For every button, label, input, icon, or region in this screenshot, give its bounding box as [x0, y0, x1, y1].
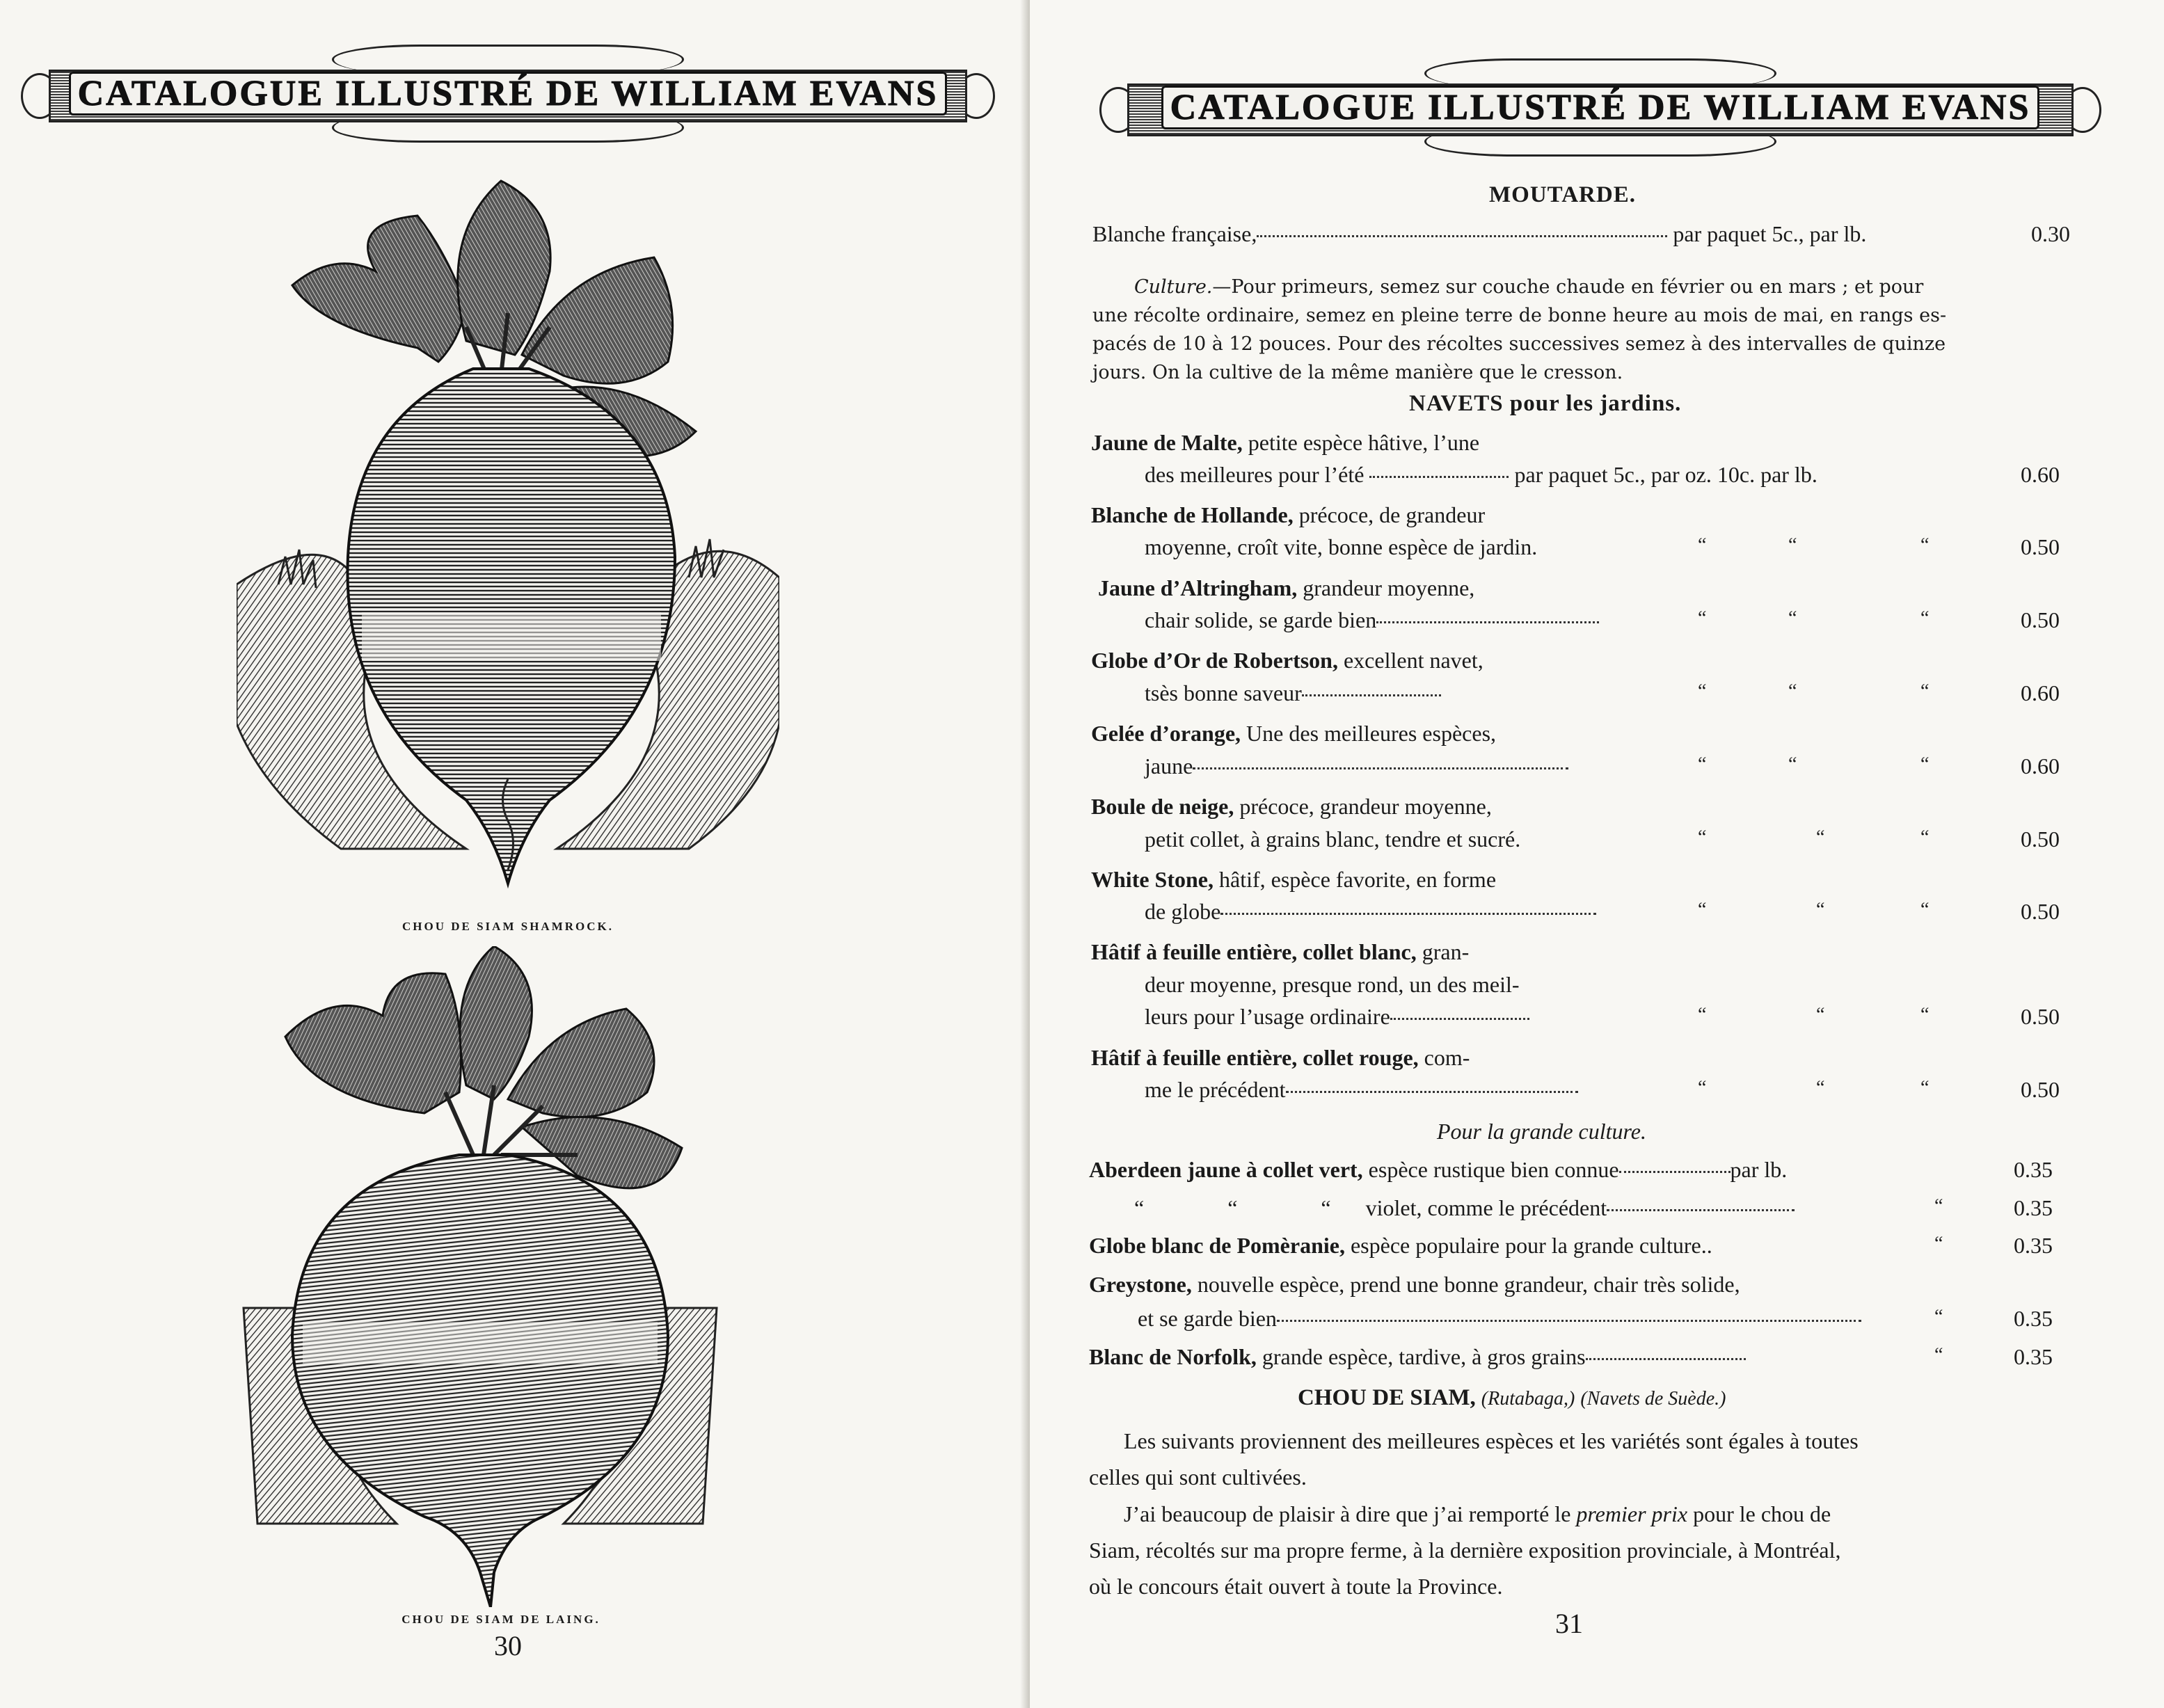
heading-navets: NAVETS pour les jardins.	[1409, 391, 1682, 416]
ditto-mark: “	[1934, 1195, 1943, 1217]
gc-item-detail: et se garde bien	[1138, 1306, 1861, 1332]
price-hatif-collet-rouge: 0.50	[2021, 1077, 2060, 1102]
navet-item-globe-d-or-de-robertson: Globe d’Or de Robertson, excellent navet,	[1091, 648, 1483, 673]
chou-de-siam-paragraph-2: J’ai beaucoup de plaisir à dire que j’ai remporté le premier prix pour le chou de Siam, récoltés sur ma propre ferme, à la dernière exposition provinciale, à Montréal, où le concours était ouvert à toute la Province.	[1089, 1501, 1841, 1599]
price-greystone: 0.35	[2014, 1306, 2053, 1331]
heading-moutarde: MOUTARDE.	[1489, 182, 1636, 207]
navet-item-hatif-collet-blanc: Hâtif à feuille entière, collet blanc, gran-	[1091, 939, 1470, 964]
ditto-mark: “	[1920, 680, 1930, 702]
gc-item-aberdeen-jaune: Aberdeen jaune à collet vert, espèce rustique bien connue par lb.	[1089, 1157, 1788, 1182]
navet-item-boule-de-neige: Boule de neige, précoce, grandeur moyenne,	[1091, 794, 1492, 819]
ditto-mark: “	[1920, 1077, 1930, 1099]
item-name: Blanche française,	[1092, 221, 1257, 246]
ditto-mark: “	[1698, 827, 1707, 848]
navet-item-detail: jaune	[1145, 753, 1568, 779]
price-boule-de-neige: 0.50	[2021, 827, 2060, 852]
culture-line-2: une récolte ordinaire, semez en pleine terre de bonne heure au mois de mai, en rangs es-	[1092, 305, 1947, 326]
ditto-mark: “	[1698, 753, 1707, 775]
navet-item-detail: moyenne, croît vite, bonne espèce de jardin.	[1145, 534, 1538, 559]
ditto-mark: “	[1816, 827, 1825, 848]
price-aberdeen-jaune: 0.35	[2014, 1157, 2053, 1182]
ditto-mark: “	[1934, 1306, 1943, 1327]
navet-item-white-stone: White Stone, hâtif, espèce favorite, en forme	[1091, 867, 1497, 892]
price-jaune-d-altringham: 0.50	[2021, 607, 2060, 632]
ditto-mark: “	[1920, 607, 1930, 629]
navet-item-jaune-d-altringham: Jaune d’Altringham, grandeur moyenne,	[1098, 575, 1475, 600]
price-gelee-d-orange: 0.60	[2021, 753, 2060, 779]
navet-item-detail: tsès bonne saveur	[1145, 680, 1441, 706]
page-number-right: 31	[1555, 1608, 1583, 1639]
culture-line-1: —Pour primeurs, semez sur couche chaude en février ou en mars ; et pour	[1212, 276, 1924, 298]
ditto-mark: “	[1698, 534, 1707, 556]
ditto-mark: “	[1788, 753, 1797, 775]
caption-chou-de-siam-de-laing: CHOU DE SIAM DE LAING.	[401, 1613, 600, 1626]
ditto-mark: “	[1698, 1004, 1707, 1025]
turnip-laing-illustration	[216, 946, 745, 1607]
heading-chou-de-siam: CHOU DE SIAM, (Rutabaga,) (Navets de Suède.)	[1298, 1385, 1726, 1410]
price-blanche-de-hollande: 0.50	[2021, 534, 2060, 559]
page-number-left: 30	[494, 1630, 522, 1661]
item-blanche-francaise	[1092, 221, 1866, 247]
chou-de-siam-paragraph-1: Les suivants proviennent des meilleures espèces et les variétés sont égales à toutes celles qui sont cultivées.	[1089, 1428, 1859, 1490]
ditto-mark: “	[1920, 827, 1930, 848]
ditto-mark: “	[1816, 1077, 1825, 1099]
ditto-mark: “	[1698, 1077, 1707, 1099]
culture-note	[1092, 273, 2067, 387]
gc-item-greystone: Greystone, nouvelle espèce, prend une bonne grandeur, chair très solide,	[1089, 1272, 1740, 1297]
ditto-mark: “	[1934, 1344, 1943, 1366]
ditto-mark: “	[1321, 1195, 1331, 1220]
navet-item-jaune-de-malte: Jaune de Malte, petite espèce hâtive, l’une	[1091, 430, 1480, 455]
culture-line-4: jours. On la cultive de la même manière que le cresson.	[1092, 362, 1623, 383]
item-unit: par paquet 5c., par lb.	[1673, 221, 1867, 246]
right-page	[1030, 0, 2164, 1708]
ditto-mark: “	[1934, 1233, 1943, 1254]
dot-leader	[1257, 235, 1667, 237]
price-white-stone: 0.50	[2021, 899, 2060, 924]
ditto-mark: “	[1920, 534, 1930, 556]
ditto-mark: “	[1920, 753, 1930, 775]
ditto-mark: “	[1788, 534, 1797, 556]
price-globe-blanc-de-pomeranie: 0.35	[2014, 1233, 2053, 1258]
culture-label: Culture.	[1134, 276, 1213, 298]
navet-item-detail: deur moyenne, presque rond, un des meil-	[1145, 972, 1520, 997]
price-aberdeen-violet: 0.35	[2014, 1195, 2053, 1220]
gc-item-aberdeen-violet: “ “ “ violet, comme le précédent	[1134, 1195, 1795, 1221]
ditto-mark: “	[1698, 899, 1707, 920]
ditto-mark: “	[1788, 680, 1797, 702]
turnip-shamrock-illustration	[237, 167, 779, 897]
header-banner-left	[21, 35, 995, 153]
ditto-mark: “	[1816, 1004, 1825, 1025]
price-globe-d-or-de-robertson: 0.60	[2021, 680, 2060, 705]
navet-item-detail: des meilleures pour l’été par paquet 5c., par oz. 10c. par lb.	[1145, 462, 1817, 487]
heading-grande-culture: Pour la grande culture.	[1437, 1119, 1646, 1144]
gc-item-globe-blanc-de-pomeranie: Globe blanc de Pomèranie, espèce populaire pour la grande culture..	[1089, 1233, 1712, 1258]
navet-item-detail: de globe	[1145, 899, 1596, 925]
left-page	[0, 0, 1030, 1708]
price-blanche-francaise: 0.30	[2031, 221, 2070, 246]
ditto-mark: “	[1698, 607, 1707, 629]
price-hatif-collet-blanc: 0.50	[2021, 1004, 2060, 1029]
ditto-mark: “	[1816, 899, 1825, 920]
gc-item-blanc-de-norfolk: Blanc de Norfolk, grande espèce, tardive, à gros grains	[1089, 1344, 1746, 1370]
caption-chou-de-siam-shamrock: CHOU DE SIAM SHAMROCK.	[401, 920, 614, 933]
navet-item-detail: petit collet, à grains blanc, tendre et sucré.	[1145, 827, 1521, 852]
ditto-mark: “	[1698, 680, 1707, 702]
ditto-mark: “	[1788, 607, 1797, 629]
navet-item-hatif-collet-rouge: Hâtif à feuille entière, collet rouge, com-	[1091, 1045, 1470, 1070]
ditto-mark: “	[1920, 899, 1930, 920]
price-jaune-de-malte: 0.60	[2021, 462, 2060, 487]
navet-item-gelee-d-orange: Gelée d’orange, Une des meilleures espèces,	[1091, 721, 1497, 746]
catalogue-title: CATALOGUE ILLUSTRÉ DE WILLIAM EVANS	[21, 71, 995, 117]
header-banner-right	[1099, 49, 2101, 167]
navet-item-detail: chair solide, se garde bien	[1145, 607, 1599, 633]
navet-item-blanche-de-hollande: Blanche de Hollande, précoce, de grandeur	[1091, 502, 1486, 527]
ditto-mark: “	[1227, 1195, 1238, 1220]
culture-line-3: pacés de 10 à 12 pouces. Pour des récoltes successives semez à des intervalles de quinze	[1092, 333, 1946, 355]
ditto-mark: “	[1134, 1195, 1145, 1220]
ditto-mark: “	[1920, 1004, 1930, 1025]
navet-item-detail: me le précédent	[1145, 1077, 1578, 1103]
catalogue-title: CATALOGUE ILLUSTRÉ DE WILLIAM EVANS	[1099, 85, 2101, 131]
navet-item-detail: leurs pour l’usage ordinaire	[1145, 1004, 1529, 1030]
price-blanc-de-norfolk: 0.35	[2014, 1344, 2053, 1369]
